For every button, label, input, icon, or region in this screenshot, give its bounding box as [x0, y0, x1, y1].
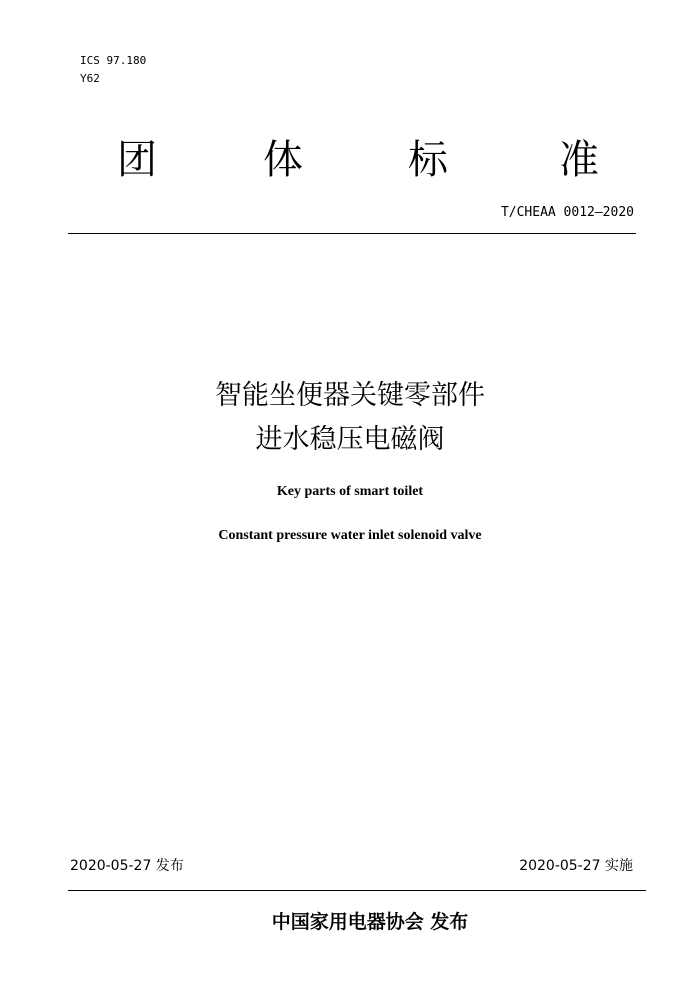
- implementation-date: 2020-05-27 实施: [519, 858, 633, 874]
- publisher: 中国家用电器协会 发布: [271, 911, 469, 933]
- standard-type-char: 标: [408, 137, 448, 183]
- standard-type-char: 体: [263, 137, 303, 183]
- english-title-line-2: Constant pressure water inlet solenoid valve: [218, 528, 482, 543]
- classification-codes: [80, 52, 146, 88]
- chinese-title-line-1: 智能坐便器关键零部件: [215, 380, 485, 411]
- standard-type-char: 团: [117, 137, 157, 183]
- standard-number: T/CHEAA 0012—2020: [500, 205, 634, 220]
- english-title-line-1: Key parts of smart toilet: [276, 484, 424, 499]
- standard-type-char: 准: [559, 137, 599, 183]
- standard-type-heading: [100, 134, 630, 186]
- issue-date: 2020-05-27 发布: [70, 858, 184, 874]
- ccs-code: Y62: [80, 72, 100, 85]
- footer-divider: [68, 890, 646, 891]
- chinese-title-line-2: 进水稳压电磁阀: [255, 424, 445, 455]
- ics-code: ICS 97.180: [80, 54, 147, 67]
- header-divider: [68, 233, 636, 234]
